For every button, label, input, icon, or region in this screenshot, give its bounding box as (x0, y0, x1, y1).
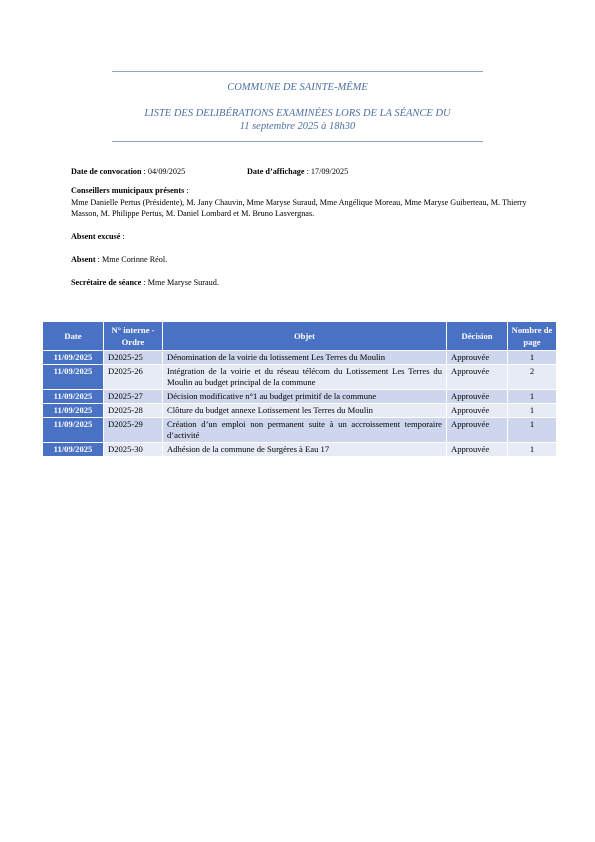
row-objet: Intégration de la voirie et du réseau télécom du Lotissement Les Terres du Moulin au budget principal de la commune (163, 365, 447, 390)
row-pages: 1 (508, 351, 557, 365)
commune-title: COMMUNE DE SAINTE-MÊME (227, 82, 368, 93)
absent-label: Absent (71, 255, 96, 264)
table-row (43, 351, 557, 365)
row-pages: 2 (508, 365, 557, 390)
row-decision: Approuvée (447, 404, 508, 418)
table-row (43, 390, 557, 404)
affichage-line (247, 166, 348, 177)
row-numero: D2025-25 (104, 351, 163, 365)
secretaire-label: Secrétaire de séance (71, 278, 142, 287)
row-numero: D2025-27 (104, 390, 163, 404)
convocation-label: Date de convocation (71, 167, 142, 176)
table-row (43, 443, 557, 457)
row-objet: Création d’un emploi non permanent suite à un accroissement temporaire d’activité (163, 418, 447, 443)
row-objet: Décision modificative n°1 au budget primitif de la commune (163, 390, 447, 404)
presents-heading (71, 185, 189, 196)
row-decision: Approuvée (447, 390, 508, 404)
row-decision: Approuvée (447, 365, 508, 390)
absent-line (71, 254, 167, 265)
row-date: 11/09/2025 (43, 443, 104, 457)
secretaire-value: : Mme Maryse Suraud. (141, 278, 219, 287)
row-objet: Clôture du budget annexe Lotissement les Terres du Moulin (163, 404, 447, 418)
secretaire-line (71, 277, 219, 288)
session-date: 11 septembre 2025 à 18h30 (239, 121, 356, 132)
row-objet: Dénomination de la voirie du lotissement Les Terres du Moulin (163, 351, 447, 365)
table-header-row (43, 322, 557, 351)
list-title: LISTE DES DELIBÉRATIONS EXAMINÉES LORS DE LA SÉANCE DU (144, 108, 451, 119)
row-numero: D2025-26 (104, 365, 163, 390)
header-pages: Nombre de page (508, 322, 557, 351)
header-date: Date (43, 322, 104, 351)
convocation-line (71, 166, 185, 177)
presents-suffix: : (184, 186, 189, 195)
row-pages: 1 (508, 418, 557, 443)
row-date: 11/09/2025 (43, 351, 104, 365)
row-date: 11/09/2025 (43, 404, 104, 418)
absent-value: : Mme Corinne Réol. (95, 255, 168, 264)
row-decision: Approuvée (447, 351, 508, 365)
row-pages: 1 (508, 443, 557, 457)
excuse-label: Absent excusé (71, 232, 121, 241)
affichage-label: Date d’affichage (247, 167, 305, 176)
deliberations-table (42, 321, 557, 457)
excuse-value: : (120, 232, 125, 241)
bottom-rule (112, 141, 483, 142)
header-numero: N° interne - Ordre (104, 322, 163, 351)
row-date: 11/09/2025 (43, 390, 104, 404)
row-pages: 1 (508, 390, 557, 404)
row-numero: D2025-28 (104, 404, 163, 418)
table-row (43, 365, 557, 390)
affichage-value: : 17/09/2025 (304, 167, 349, 176)
header-decision: Décision (447, 322, 508, 351)
top-rule (112, 71, 483, 72)
presents-label: Conseillers municipaux présents (71, 186, 185, 195)
presents-list: Mme Danielle Pertus (Présidente), M. Jany Chauvin, Mme Maryse Suraud, Mme Angélique Moreau, Mme Maryse Guiberteau, M. Thierry Masson, M. Philippe Pertus, M. Daniel Lombard et M. Bruno Lasvergnas. (71, 198, 527, 218)
row-decision: Approuvée (447, 418, 508, 443)
row-numero: D2025-30 (104, 443, 163, 457)
table-row (43, 404, 557, 418)
excuse-line (71, 231, 125, 242)
row-objet: Adhésion de la commune de Surgères à Eau 17 (163, 443, 447, 457)
row-numero: D2025-29 (104, 418, 163, 443)
row-date: 11/09/2025 (43, 365, 104, 390)
table-row (43, 418, 557, 443)
convocation-value: : 04/09/2025 (141, 167, 186, 176)
row-decision: Approuvée (447, 443, 508, 457)
row-pages: 1 (508, 404, 557, 418)
row-date: 11/09/2025 (43, 418, 104, 443)
header-objet: Objet (163, 322, 447, 351)
